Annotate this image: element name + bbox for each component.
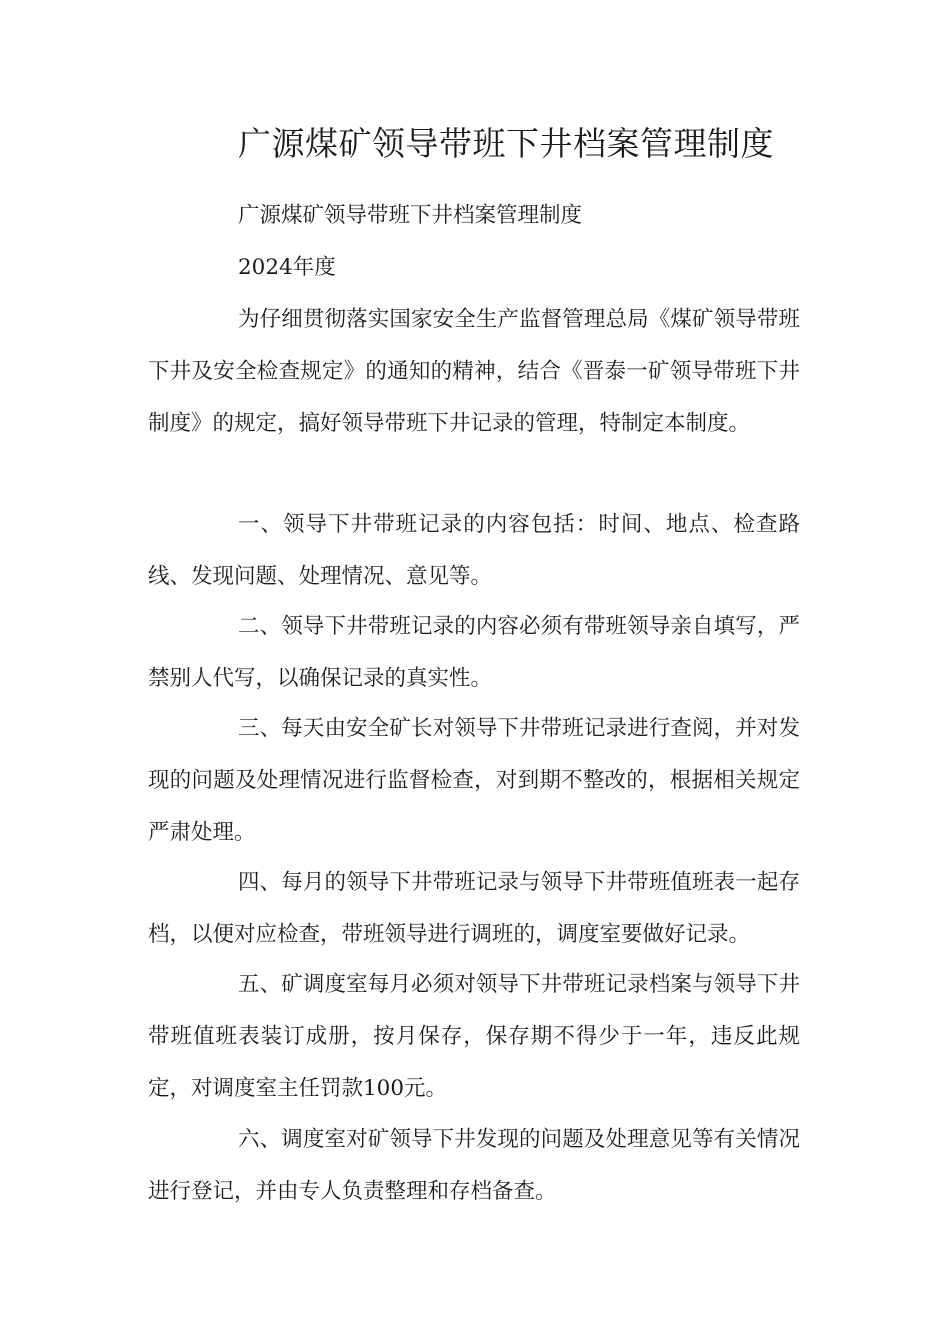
document-title: 广源煤矿领导带班下井档案管理制度 [238, 124, 774, 163]
rule-item-5: 五、矿调度室每月必须对领导下井带班记录档案与领导下井带班值班表装订成册，按月保存，保存期不得少于一年，违反此规定，对调度室主任罚款100元。 [148, 972, 800, 1101]
document-year: 2024年度 [238, 255, 336, 280]
rule-item-4: 四、每月的领导下井带班记录与领导下井带班值班表一起存档，以便对应检查，带班领导进行调班的，调度室要做好记录。 [148, 870, 800, 947]
document-subtitle: 广源煤矿领导带班下井档案管理制度 [238, 203, 583, 228]
rule-item-1: 一、领导下井带班记录的内容包括：时间、地点、检查路线、发现问题、处理情况、意见等。 [148, 512, 800, 589]
rule-item-3: 三、每天由安全矿长对领导下井带班记录进行查阅，并对发现的问题及处理情况进行监督检查，对到期不整改的，根据相关规定严肃处理。 [148, 716, 800, 845]
rule-item-6: 六、调度室对矿领导下井发现的问题及处理意见等有关情况进行登记，并由专人负责整理和存档备查。 [148, 1127, 800, 1204]
intro-paragraph: 为仔细贯彻落实国家安全生产监督管理总局《煤矿领导带班下井及安全检查规定》的通知的精神，结合《晋泰一矿领导带班下井制度》的规定，搞好领导带班下井记录的管理，特制定本制度。 [148, 307, 800, 436]
rule-item-2: 二、领导下井带班记录的内容必须有带班领导亲自填写，严禁别人代写，以确保记录的真实性。 [148, 614, 800, 691]
